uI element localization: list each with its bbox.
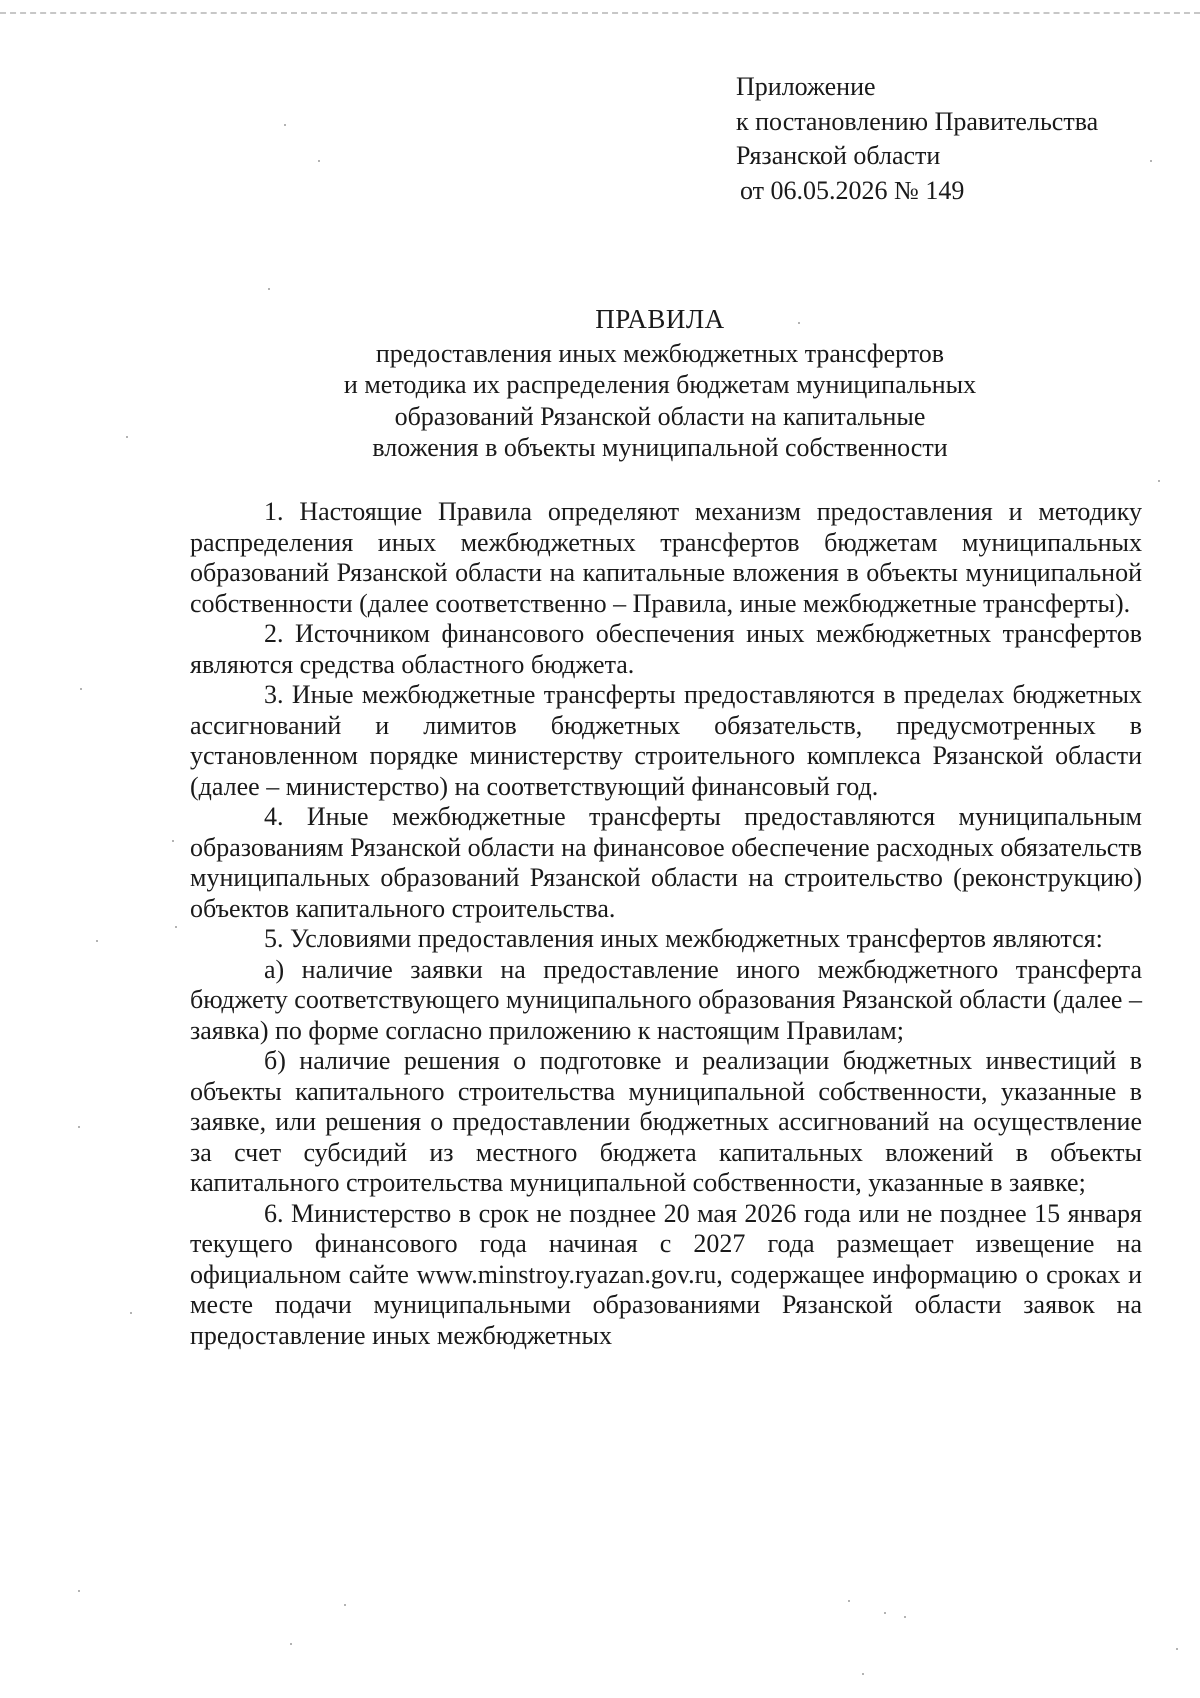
appendix-reference: к постановлению Правительства bbox=[736, 106, 1099, 136]
paragraph-5a: а) наличие заявки на предоставление иного межбюджетного трансферта бюджету соответствующего муниципального образования Рязанской области (далее – заявка) по форме согласно приложению к настоящим Правилам; bbox=[190, 954, 1142, 1045]
scan-speck bbox=[344, 1604, 346, 1606]
scan-speck bbox=[78, 1590, 80, 1592]
scan-edge-line bbox=[0, 12, 1200, 14]
appendix-header bbox=[736, 70, 1176, 208]
scan-speck bbox=[130, 1312, 132, 1314]
document-title-block bbox=[190, 304, 1130, 464]
appendix-label: Приложение bbox=[736, 72, 876, 101]
scan-speck bbox=[1176, 1648, 1178, 1650]
appendix-region: Рязанской области bbox=[736, 141, 941, 170]
paragraph-2: 2. Источником финансового обеспечения иных межбюджетных трансфертов являются средства областного бюджета. bbox=[190, 619, 1142, 679]
scan-speck bbox=[284, 124, 286, 126]
paragraph-6: 6. Министерство в срок не позднее 20 мая 2026 года или не позднее 15 января текущего финансового года начиная с 2027 года размещает извещение на официальном сайте www.minstroy.ryazan.gov.ru, содержащее информацию о сроках и месте подачи муниципальными образованиями Рязанской области заявок на предоставление иных межбюджетных bbox=[190, 1198, 1142, 1350]
document-subtitle-line: и методика их распределения бюджетам муниципальных bbox=[343, 370, 977, 399]
scan-speck bbox=[268, 288, 270, 290]
paragraph-1: 1. Настоящие Правила определяют механизм предоставления и методику распределения иных межбюджетных трансфертов бюджетам муниципальных образований Рязанской области на капитальные вложения в объекты муниципальной собственности (далее соответственно – Правила, иные межбюджетные трансферты). bbox=[190, 497, 1142, 618]
scan-speck bbox=[318, 160, 320, 162]
scan-speck bbox=[80, 688, 82, 690]
paragraph-5: 5. Условиями предоставления иных межбюджетных трансфертов являются: bbox=[264, 924, 1103, 953]
paragraph-5b: б) наличие решения о подготовке и реализации бюджетных инвестиций в объекты капитального строительства муниципальной собственности, указанные в заявке, или решения о предоставлении бюджетных ассигнований на осуществление за счет субсидий из местного бюджета капитальных вложений в объекты капитального строительства муниципальной собственности, указанные в заявке; bbox=[190, 1046, 1142, 1197]
document-subtitle-line: предоставления иных межбюджетных трансфертов bbox=[375, 338, 945, 368]
scan-speck bbox=[1150, 160, 1152, 162]
appendix-date-number: от 06.05.2026 № 149 bbox=[740, 175, 965, 205]
scan-speck bbox=[290, 1643, 292, 1645]
scan-speck bbox=[1158, 480, 1160, 482]
scan-speck bbox=[884, 1612, 886, 1614]
scan-speck bbox=[78, 1126, 80, 1128]
scan-speck bbox=[904, 1616, 906, 1618]
document-subtitle-line: образований Рязанской области на капитальные bbox=[394, 401, 926, 431]
paragraph-4: 4. Иные межбюджетные трансферты предоставляются муниципальным образованиям Рязанской области на финансовое обеспечение расходных обязательств муниципальных образований Рязанской области на строительство (реконструкцию) объектов капитального строительства. bbox=[190, 802, 1142, 923]
scan-speck bbox=[96, 940, 98, 942]
document-title: ПРАВИЛА bbox=[595, 304, 725, 334]
scan-speck bbox=[172, 840, 174, 842]
scan-speck bbox=[126, 436, 128, 438]
scan-speck bbox=[175, 926, 177, 928]
scan-speck bbox=[862, 1673, 864, 1675]
document-subtitle-line: вложения в объекты муниципальной собственности bbox=[372, 433, 948, 462]
document-body bbox=[190, 497, 1142, 1351]
scan-speck bbox=[798, 322, 800, 324]
paragraph-3: 3. Иные межбюджетные трансферты предоставляются в пределах бюджетных ассигнований и лимитов бюджетных обязательств, предусмотренных в установленном порядке министерству строительного комплекса Рязанской области (далее – министерство) на соответствующий финансовый год. bbox=[190, 680, 1142, 801]
scan-speck bbox=[848, 1600, 850, 1602]
